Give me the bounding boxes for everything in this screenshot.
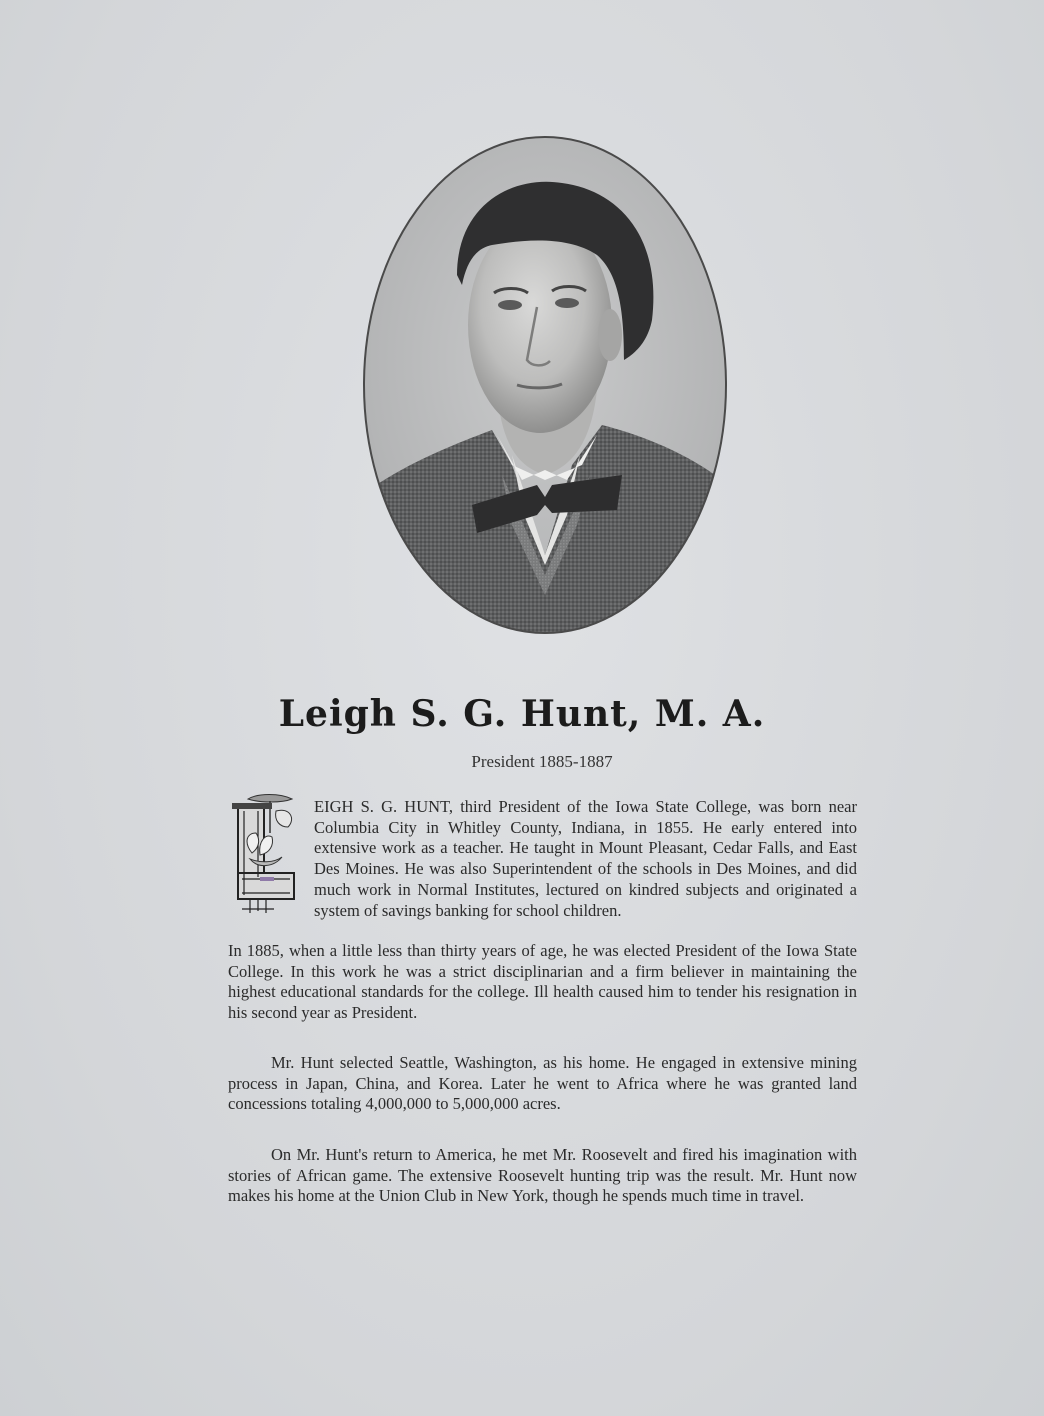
page-subtitle: President 1885-1887 [471,752,613,771]
paragraph-1-continuation: In 1885, when a little less than thirty years of age, he was elected President of the Iowa State College. In this work he was a strict disciplinarian and a firm believer in maintaining the highest educational standards for the college. Ill health caused him to tender his resignation in his second year as President. [228,941,857,1023]
page-title: Leigh S. G. Hunt, M. A. [278,693,766,735]
portrait-photo [362,135,728,635]
ornamental-drop-cap-icon [230,793,302,915]
paragraph-2: Mr. Hunt selected Seattle, Washington, as his home. He engaged in extensive mining process in Japan, China, and Korea. Later he went to Africa where he was granted land concessions totaling 4,000,000 to 5,000,000 acres. [228,1053,857,1114]
paragraph-1-lead: EIGH S. G. HUNT, third President of the Iowa State College, was born near Columbia City in Whitley County, Indiana, in 1855. He early entered into extensive work as a teacher. He taught in Mount Pleasant, Cedar Falls, and East Des Moines. He was also Superintendent of the schools in Des Moines, and did much work in Normal Institutes, lectured on kindred subjects and originated a system of savings banking for school children. [314,797,857,920]
paragraph-3: On Mr. Hunt's return to America, he met Mr. Roosevelt and fired his imagination with stories of African game. The extensive Roosevelt hunting trip was the result. Mr. Hunt now makes his home at the Union Club in New York, though he spends much time in travel. [228,1145,857,1206]
